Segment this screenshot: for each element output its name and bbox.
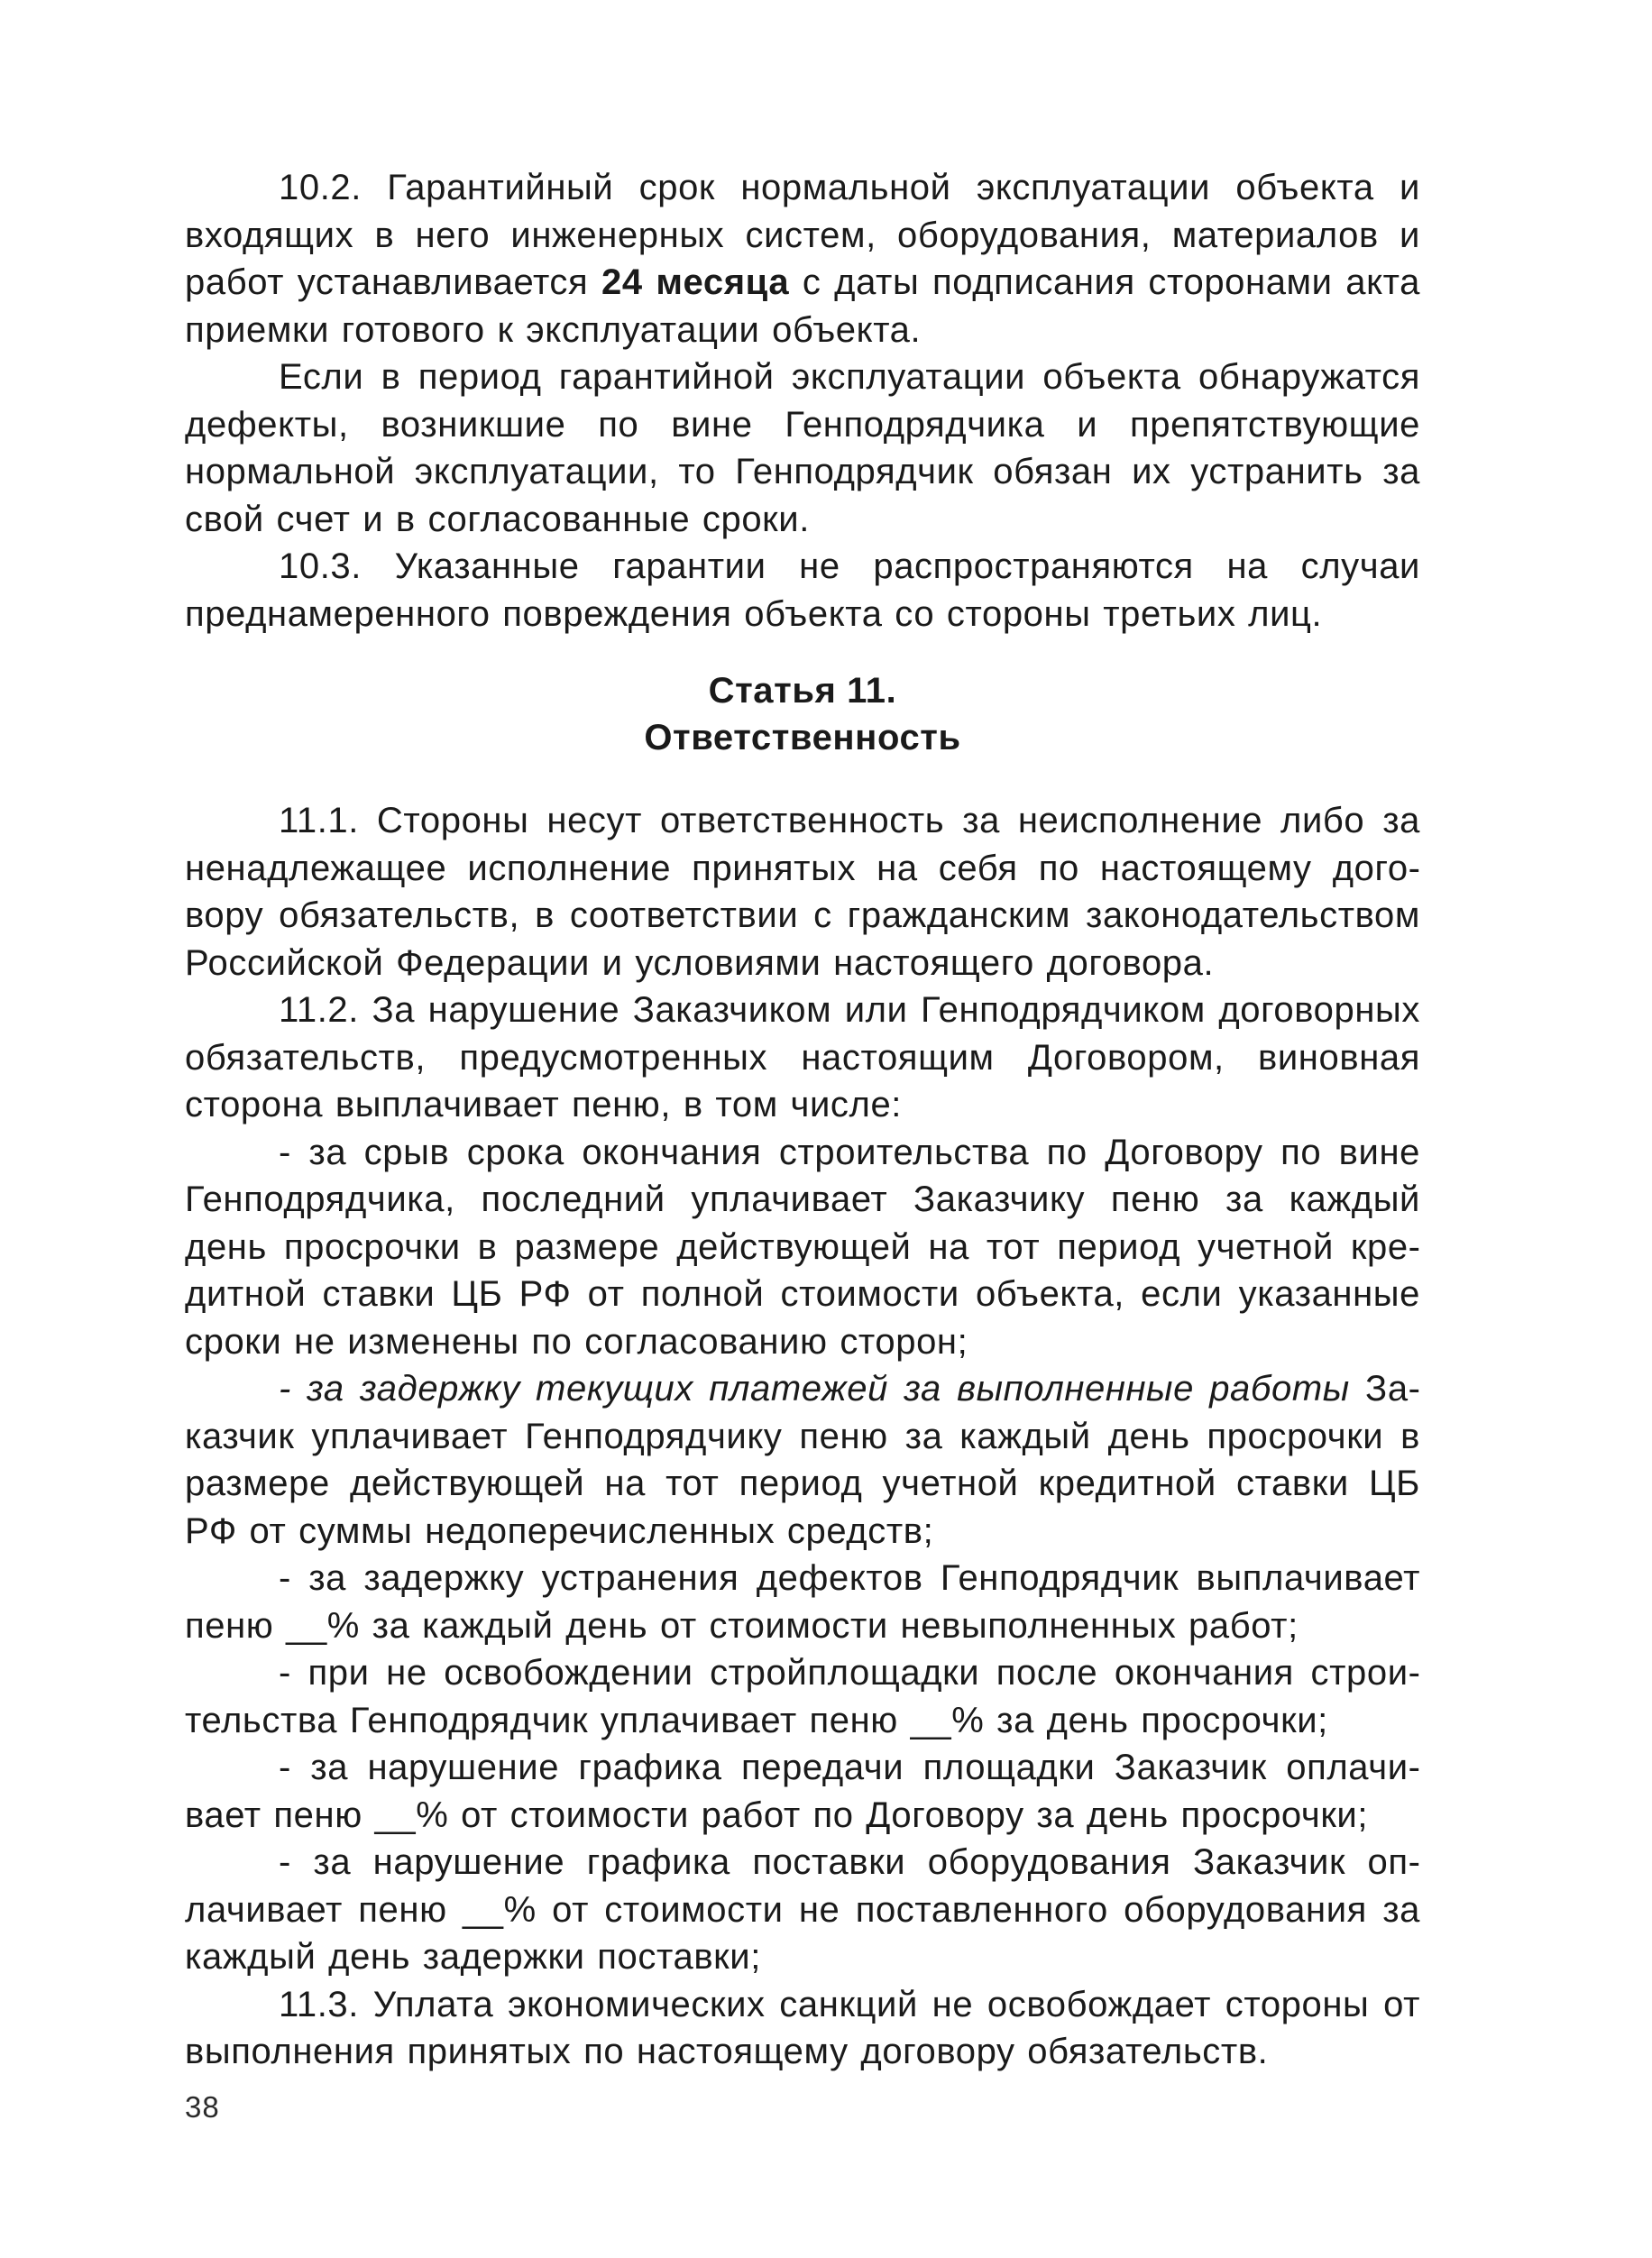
- warranty-period: 24 месяца: [601, 262, 790, 302]
- paragraph-10-2-end: с даты подписания сторонами акта приемки готового к эксплуатации объекта.: [185, 262, 1420, 350]
- section-10-text: [185, 164, 1420, 638]
- paragraph-11-1: 11.1. Стороны несут ответственность за неисполнение либо за ненадлежащее исполнение принятых на себя по настоящему договору обязательств, в соответствии с гражданским законодательством Российской Федерации и условиями настоящего договора.: [185, 801, 1420, 983]
- paragraph-10-2: [185, 164, 1420, 353]
- item-payment-delay-lead: - за задержку текущих платежей за выполненные работы: [279, 1369, 1350, 1409]
- paragraph-11-2: 11.2. За нарушение Заказчиком или Генподрядчиком договорных обязательств, предусмотренных настоящим Договором, виновная сторона выплачивает пеню, в том числе:: [185, 990, 1420, 1124]
- paragraph-10-2-defects: Если в период гарантийной эксплуатации объекта обнаружатся дефекты, возникшие по вине Генподрядчика и препятствующие нормальной эксплуатации, то Генподрядчик обязан их устранить за свой счет и в согласованные сроки.: [185, 357, 1420, 539]
- section-11-text: [185, 797, 1420, 2076]
- item-defects-delay: - за задержку устранения дефектов Генподрядчик выплачивает пеню __% за каждый день от стоимости невыполненных работ;: [185, 1558, 1420, 1646]
- item-payment-delay-rest: Заказчик уплачивает Генподрядчику пеню за каждый день просрочки в размере действующей на тот период учетной кредитной ставки ЦБ РФ от суммы недоперечисленных средств;: [185, 1369, 1420, 1551]
- item-equipment-delivery: - за нарушение графика поставки оборудования Заказчик оплачивает пеню __% от стоимости не поставленного оборудования за каждый день задержки поставки;: [185, 1842, 1420, 1977]
- item-payment-delay: [185, 1365, 1420, 1555]
- paragraph-10-2-start: 10.2. Гарантийный срок нормальной эксплуатации объекта и входящих в него инженерных систем, оборудования, материалов и работ устанавливается: [185, 168, 1420, 302]
- paragraph-11-3: 11.3. Уплата экономических санкций не освобождает стороны от выполнения принятых по настоящему договору обязательств.: [185, 1984, 1420, 2071]
- article-title: Ответственность: [644, 718, 961, 757]
- page-number: 38: [185, 2090, 220, 2124]
- item-construction-deadline: - за срыв срока окончания строительства по Договору по вине Генподрядчика, последний уплачивает Заказчику пеню за каждый день просрочки в размере действующей на тот период учетной кредитной ставки ЦБ РФ от полной стоимости объекта, если указанные сроки не изменены по согласованию сторон;: [185, 1132, 1420, 1362]
- article-number: Статья 11.: [708, 671, 897, 711]
- item-site-transfer: - за нарушение графика передачи площадки Заказчик оплачивает пеню __% от стоимости работ по Договору за день просрочки;: [185, 1748, 1420, 1835]
- item-site-release: - при не освобождении стройплощадки после окончания строительства Генподрядчик уплачивает пеню __% за день просрочки;: [185, 1653, 1420, 1740]
- paragraph-10-3: 10.3. Указанные гарантии не распространяются на случаи преднамеренного повреждения объекта со стороны третьих лиц.: [185, 546, 1420, 634]
